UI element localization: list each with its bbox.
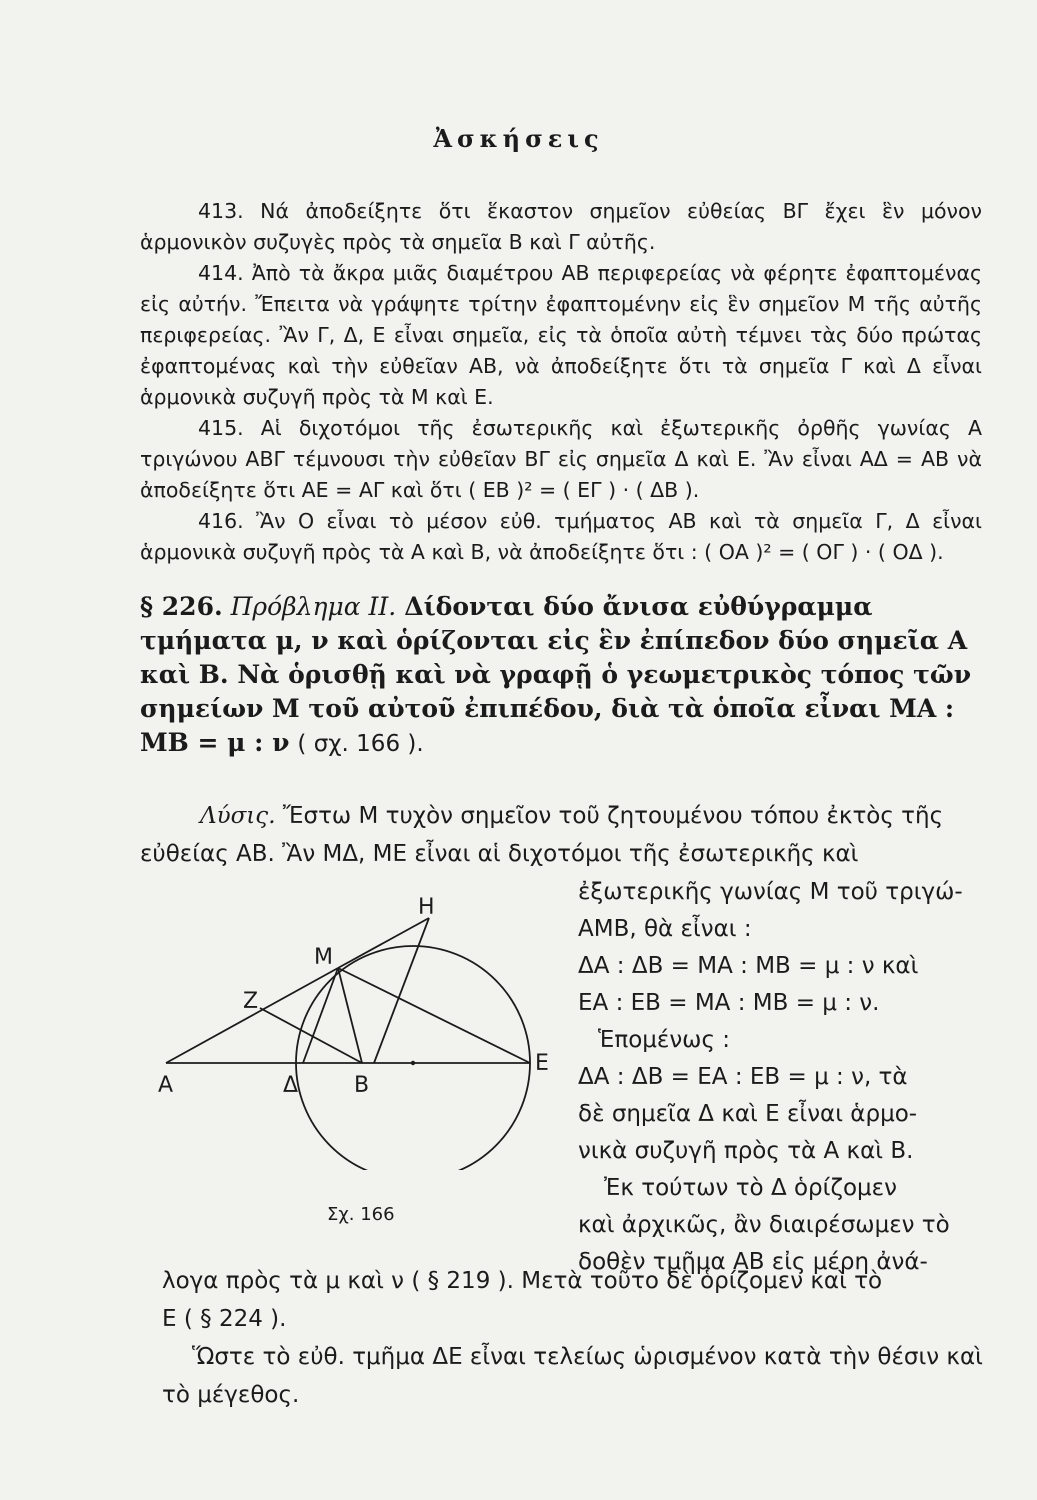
solution-conclusion: Ὥστε τὸ εὐθ. τμῆμα ΔΕ εἶναι τελείως ὡρισμένον κατὰ τὴν θέσιν καὶ τὸ μέγεθος. <box>162 1344 983 1408</box>
problem-section: § 226. <box>140 592 223 621</box>
solution-line: Ἐκ τούτων τὸ Δ ὁρίζομεν <box>604 1175 897 1201</box>
label-delta: Δ <box>283 1073 299 1098</box>
solution-bottom-block <box>162 1262 1002 1414</box>
solution-intro-block <box>140 797 995 873</box>
solution-line: Ἑπομένως : <box>598 1027 731 1053</box>
problem-ref: ( σχ. 166 ). <box>297 731 424 757</box>
midpoint-dot <box>411 1061 415 1065</box>
figure-166 <box>150 890 570 1170</box>
page-heading: Ἀσκήσεις <box>433 124 604 153</box>
locus-circle <box>296 946 530 1170</box>
bisector-me <box>338 968 530 1063</box>
solution-line: νικὰ συζυγῆ πρὸς τὰ Α καὶ Β. <box>578 1138 914 1164</box>
solution-line: ἐξωτερικῆς γωνίας Μ τοῦ τριγώ- <box>578 879 963 905</box>
label-h: Η <box>418 895 435 920</box>
label-a: Α <box>158 1073 174 1098</box>
solution-line: ΔΑ : ΔΒ = ΕΑ : ΕΒ = μ : ν, τὰ <box>578 1064 908 1090</box>
solution-line: καὶ ἀρχικῶς, ἂν διαιρέσωμεν τὸ <box>578 1212 950 1238</box>
problem-label: Πρόβλημα ΙΙ. <box>230 592 397 621</box>
label-z: Ζ <box>243 989 259 1014</box>
label-m: Μ <box>314 945 333 970</box>
label-e: Ε <box>535 1051 549 1076</box>
solution-line: δὲ σημεῖα Δ καὶ Ε εἶναι ἁρμο- <box>578 1101 918 1127</box>
exercises-block <box>140 196 982 568</box>
solution-line: δοθὲν τμῆμα ΑΒ εἰς μέρη ἀνά- <box>578 1249 928 1275</box>
exercise-415: 415. Αἱ διχοτόμοι τῆς ἐσωτερικῆς καὶ ἐξωτερικῆς ὀρθῆς γωνίας Α τριγώνου ΑΒΓ τέμνουσι τὴν εὐθεῖαν ΒΓ εἰς σημεῖα Δ καὶ Ε. Ἂν εἶναι ΑΔ = ΑΒ νὰ ἀποδείξητε ὅτι ΑΕ = ΑΓ καὶ ὅτι ( ΕΒ )² = ( ΕΓ ) · ( ΔΒ ). <box>140 416 982 502</box>
problem-statement: Δίδονται δύο ἄνισα εὐθύγραμμα τμήματα μ, ν καὶ ὁρίζονται εἰς ἓν ἐπίπεδον δύο σημεῖα Α καὶ Β. Νὰ ὁρισθῇ καὶ νὰ γραφῇ ὁ γεωμετρικὸς τόπος τῶν σημείων Μ τοῦ αὐτοῦ ἐπιπέδου, διὰ τὰ ὁποῖα εἶναι ΜΑ : ΜΒ = μ : ν <box>140 592 972 757</box>
exercise-414: 414. Ἀπὸ τὰ ἄκρα μιᾶς διαμέτρου ΑΒ περιφερείας νὰ φέρητε ἐφαπτομένας εἰς αὐτήν. Ἔπειτα νὰ γράψητε τρίτην ἐφαπτομένην εἰς ἓν σημεῖον Μ τῆς αὐτῆς περιφερείας. Ἂν Γ, Δ, Ε εἶναι σημεῖα, εἰς τὰ ὁποῖα αὐτὴ τέμνει τὰς δύο πρώτας ἐφαπτομένας καὶ τὴν εὐθεῖαν ΑΒ, νὰ ἀποδείξητε ὅτι τὰ σημεῖα Γ καὶ Δ εἶναι ἁρμονικὰ συζυγῆ πρὸς τὰ Μ καὶ Ε. <box>140 261 982 409</box>
segment-mb <box>338 968 362 1063</box>
line-mh <box>338 918 429 968</box>
label-b: Β <box>354 1073 370 1098</box>
bisector-md <box>303 968 338 1063</box>
solution-line: ΑΜΒ, θὰ εἶναι : <box>578 916 752 942</box>
exercise-416: 416. Ἂν Ο εἶναι τὸ μέσον εὐθ. τμήματος ΑΒ καὶ τὰ σημεῖα Γ, Δ εἶναι ἁρμονικὰ συζυγῆ πρὸς τὰ Α καὶ Β, νὰ ἀποδείξητε ὅτι : ( ΟΑ )² = ( ΟΓ ) · ( ΟΔ ). <box>140 509 982 564</box>
solution-intro: Ἔστω Μ τυχὸν σημεῖον τοῦ ζητουμένου τόπου ἐκτὸς τῆς εὐθείας ΑΒ. Ἂν ΜΔ, ΜΕ εἶναι αἱ διχοτόμοι τῆς ἐσωτερικῆς καὶ <box>140 803 944 867</box>
line-zb <box>260 1008 362 1063</box>
solution-right-column <box>578 874 1003 1281</box>
solution-line: ΔΑ : ΔΒ = ΜΑ : ΜΒ = μ : ν καὶ <box>578 953 919 979</box>
exercise-413: 413. Νά ἀποδείξητε ὅτι ἕκαστον σημεῖον εὐθείας ΒΓ ἔχει ἓν μόνον ἁρμονικὸν συζυγὲς πρὸς τὰ σημεῖα Β καὶ Γ αὐτῆς. <box>140 199 982 254</box>
solution-bottom-line: λογα πρὸς τὰ μ καὶ ν ( § 219 ). Μετὰ τοῦτο δὲ ὁρίζομεν καὶ τὸ <box>162 1268 883 1294</box>
solution-bottom-line: Ε ( § 224 ). <box>162 1306 287 1332</box>
solution-line: ΕΑ : ΕΒ = ΜΑ : ΜΒ = μ : ν. <box>578 990 880 1016</box>
segment-am <box>166 968 338 1063</box>
problem-block <box>140 590 990 761</box>
solution-label: Λύσις. <box>200 803 276 829</box>
figure-caption: Σχ. 166 <box>327 1204 395 1225</box>
